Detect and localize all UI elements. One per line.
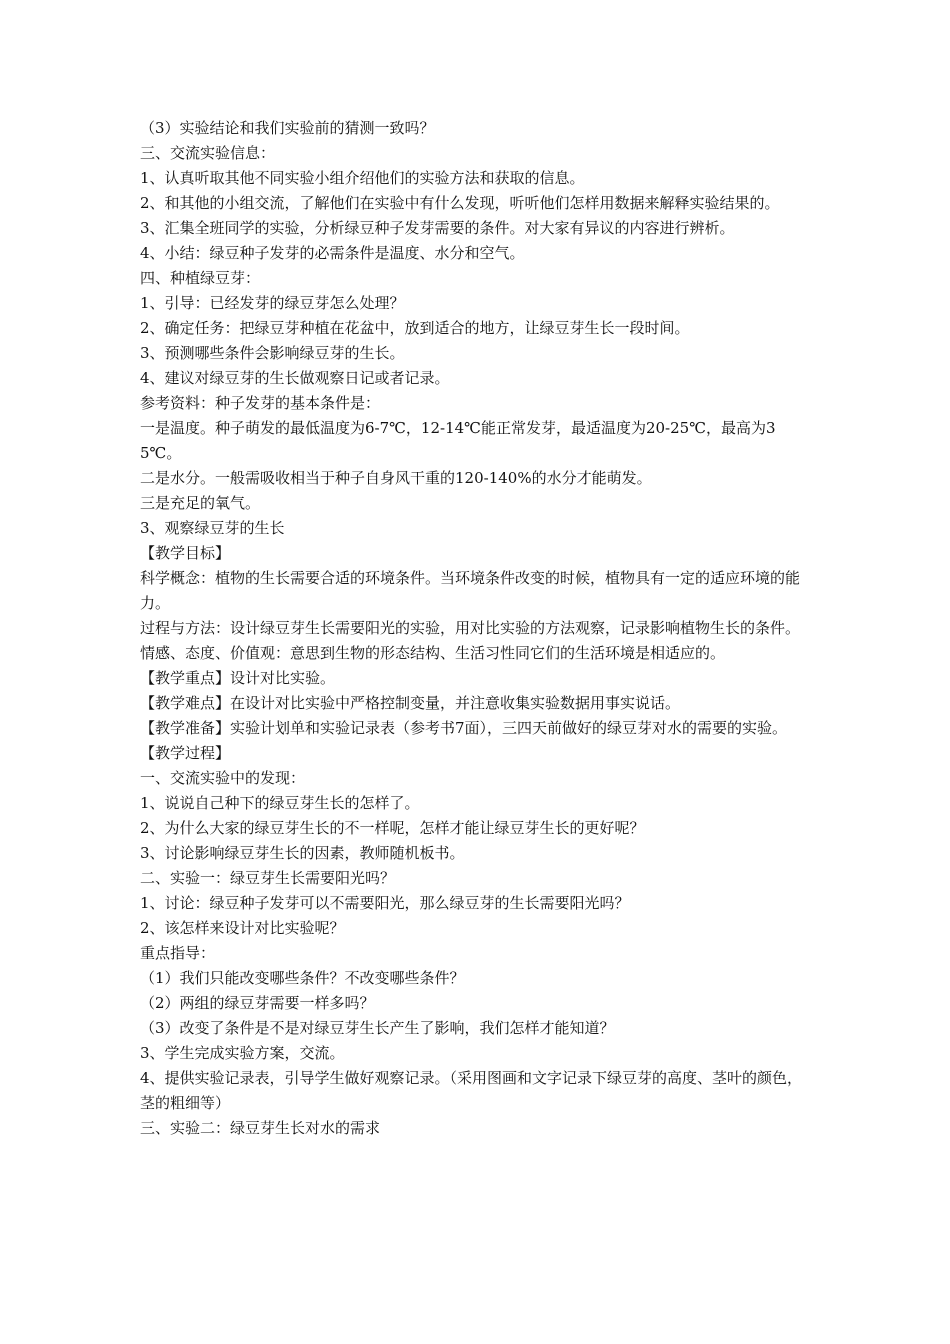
document-line: 4、建议对绿豆芽的生长做观察日记或者记录。 (140, 369, 450, 387)
document-line: 过程与方法：设计绿豆芽生长需要阳光的实验，用对比实验的方法观察，记录影响植物生长的条件。 (140, 619, 801, 637)
section-heading: 二、实验一：绿豆芽生长需要阳光吗？ (140, 869, 396, 887)
document-line: 3、学生完成实验方案，交流。 (140, 1044, 345, 1062)
document-line: （3）改变了条件是不是对绿豆芽生长产生了影响，我们怎样才能知道？ (140, 1019, 615, 1037)
document-line: 4、小结：绿豆种子发芽的必需条件是温度、水分和空气。 (140, 244, 525, 262)
document-line: 2、和其他的小组交流，了解他们在实验中有什么发现，听听他们怎样用数据来解释实验结果的。 (140, 194, 780, 212)
document-line: 3、预测哪些条件会影响绿豆芽的生长。 (140, 344, 405, 362)
document-line: 情感、态度、价值观：意思到生物的形态结构、生活习性同它们的生活环境是相适应的。 (140, 644, 726, 662)
document-line: 科学概念：植物的生长需要合适的环境条件。当环境条件改变的时候，植物具有一定的适应环境的能力。 (140, 569, 801, 612)
document-line: 【教学难点】在设计对比实验中严格控制变量，并注意收集实验数据用事实说话。 (140, 694, 681, 712)
section-heading: 四、种植绿豆芽： (140, 269, 261, 287)
document-line: （2）两组的绿豆芽需要一样多吗？ (140, 994, 375, 1012)
document-line: 3、汇集全班同学的实验，分析绿豆种子发芽需要的条件。对大家有异议的内容进行辨析。 (140, 219, 735, 237)
document-page (140, 116, 816, 1141)
document-line: 2、该怎样来设计对比实验呢？ (140, 919, 345, 937)
document-line: 1、讨论：绿豆种子发芽可以不需要阳光，那么绿豆芽的生长需要阳光吗？ (140, 894, 630, 912)
lesson-title: 3、观察绿豆芽的生长 (140, 519, 285, 537)
document-line: 1、引导：已经发芽的绿豆芽怎么处理？ (140, 294, 405, 312)
document-line: 1、认真听取其他不同实验小组介绍他们的实验方法和获取的信息。 (140, 169, 585, 187)
document-line: 【教学重点】设计对比实验。 (140, 669, 336, 687)
document-line: 2、为什么大家的绿豆芽生长的不一样呢，怎样才能让绿豆芽生长的更好呢？ (140, 819, 645, 837)
document-line: 重点指导： (140, 944, 216, 962)
document-line: 参考资料：种子发芽的基本条件是： (140, 394, 381, 412)
document-line: 4、提供实验记录表，引导学生做好观察记录。（采用图画和文字记录下绿豆芽的高度、茎叶的颜色，茎的粗细等） (140, 1069, 803, 1112)
section-heading: 【教学目标】 (140, 544, 231, 562)
document-line: 二是水分。一般需吸收相当于种子自身风干重的120-140%的水分才能萌发。 (140, 469, 652, 487)
document-line: （3）实验结论和我们实验前的猜测一致吗？ (140, 119, 435, 137)
document-line: 【教学准备】实验计划单和实验记录表（参考书7面），三四天前做好的绿豆芽对水的需要的实验。 (140, 719, 788, 737)
section-heading: 【教学过程】 (140, 744, 231, 762)
section-heading: 三、实验二：绿豆芽生长对水的需求 (140, 1119, 381, 1137)
document-line: 三是充足的氧气。 (140, 494, 261, 512)
document-line: （1）我们只能改变哪些条件？不改变哪些条件？ (140, 969, 465, 987)
section-heading: 三、交流实验信息： (140, 144, 276, 162)
document-line: 一是温度。种子萌发的最低温度为6-7℃，12-14℃能正常发芽，最适温度为20-25℃，最高为35℃。 (140, 419, 776, 462)
document-line: 1、说说自己种下的绿豆芽生长的怎样了。 (140, 794, 420, 812)
document-line: 2、确定任务：把绿豆芽种植在花盆中，放到适合的地方，让绿豆芽生长一段时间。 (140, 319, 690, 337)
section-heading: 一、交流实验中的发现： (140, 769, 306, 787)
document-line: 3、讨论影响绿豆芽生长的因素，教师随机板书。 (140, 844, 465, 862)
